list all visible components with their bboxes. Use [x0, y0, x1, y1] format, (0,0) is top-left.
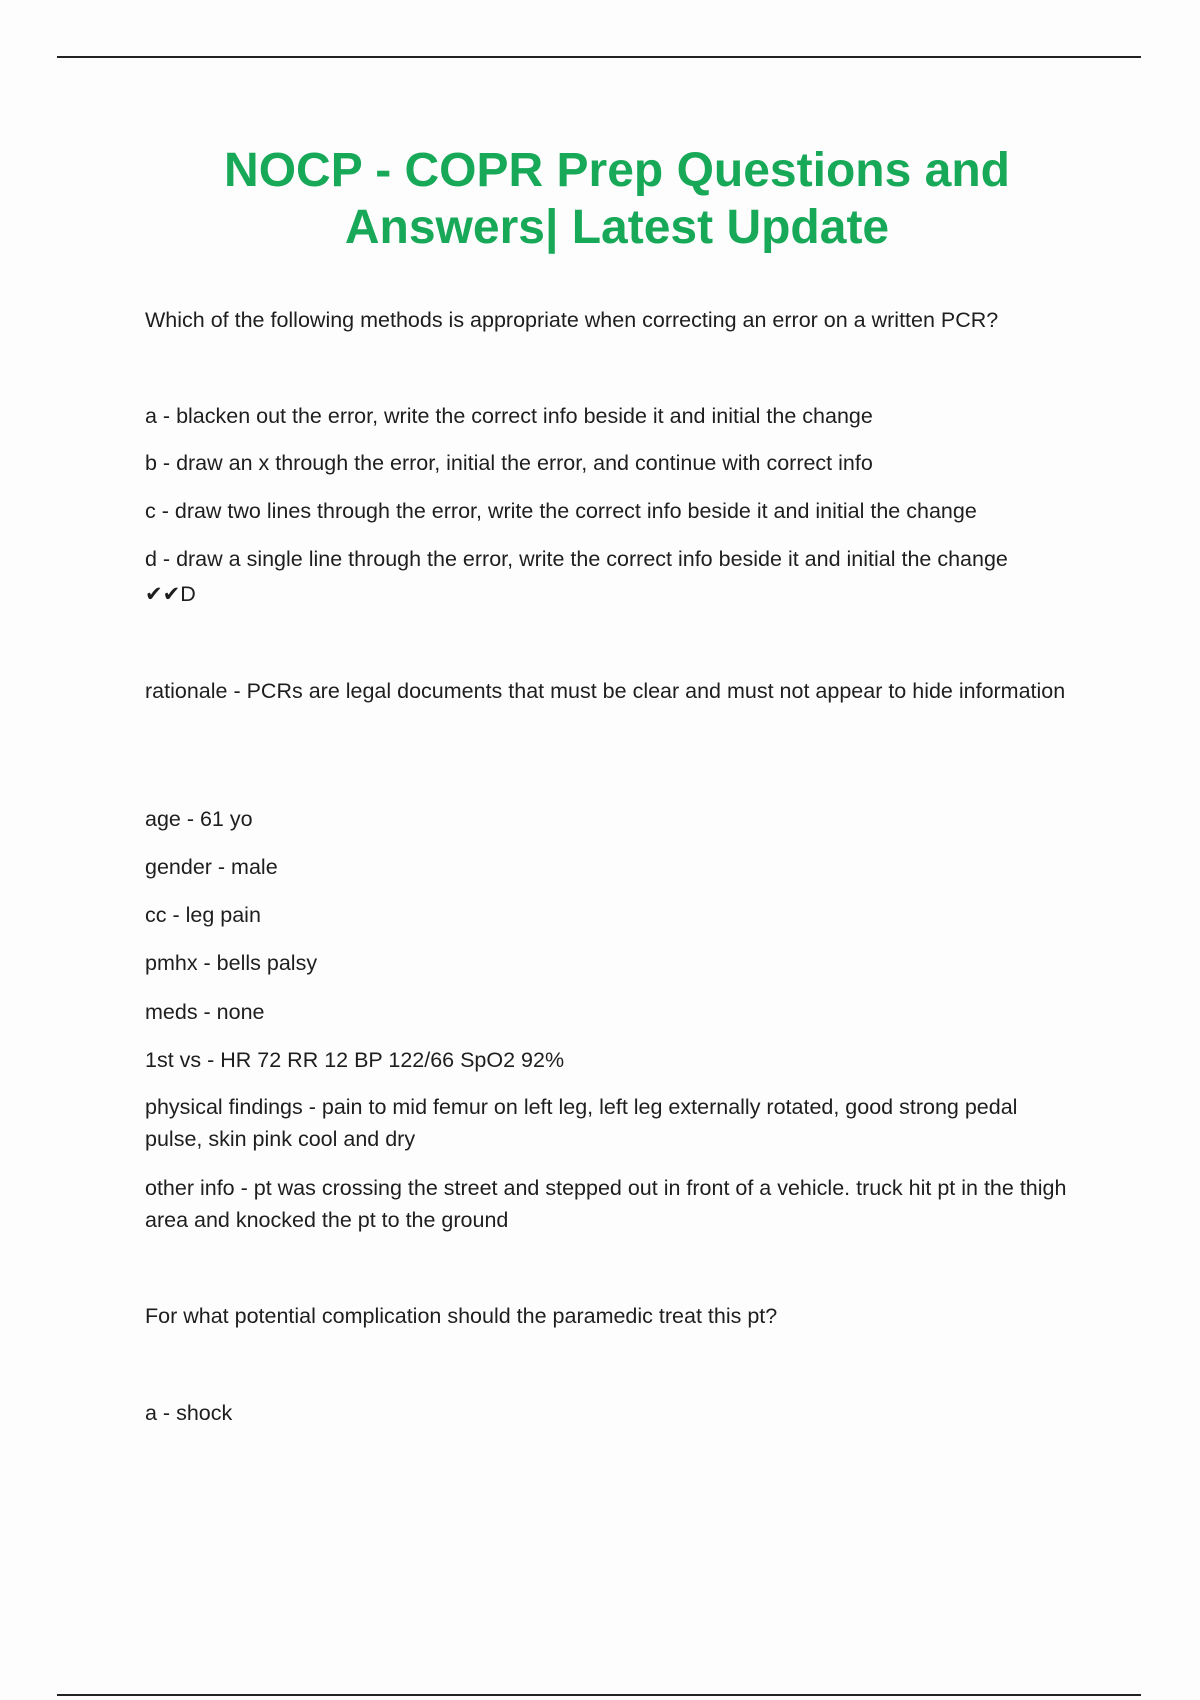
bottom-rule: [57, 1694, 1141, 1696]
case-vitals: 1st vs - HR 72 RR 12 BP 122/66 SpO2 92%: [145, 1048, 565, 1072]
case-pmhx: pmhx - bells palsy: [145, 951, 318, 975]
question-1-option-a: a - blacken out the error, write the correct info beside it and initial the change: [145, 404, 873, 428]
question-1-option-b: b - draw an x through the error, initial the error, and continue with correct info: [145, 451, 873, 475]
case-age: age - 61 yo: [145, 807, 253, 831]
case-cc: cc - leg pain: [145, 903, 261, 927]
question-2-option-a: a - shock: [145, 1401, 233, 1425]
case-physical-findings: physical findings - pain to mid femur on left leg, left leg externally rotated, good strong pedal pulse, skin pink cool and dry: [145, 1095, 1018, 1151]
case-gender: gender - male: [145, 855, 278, 879]
question-1-prompt: Which of the following methods is appropriate when correcting an error on a written PCR?: [145, 308, 999, 332]
question-1-answer: [145, 578, 1075, 610]
question-1-rationale: rationale - PCRs are legal documents that must be clear and must not appear to hide information: [145, 679, 1066, 703]
answer-check-icon: ✔✔: [145, 582, 181, 606]
case-meds: meds - none: [145, 1000, 265, 1024]
question-1-option-c: c - draw two lines through the error, write the correct info beside it and initial the change: [145, 499, 977, 523]
question-1-option-d: d - draw a single line through the error, write the correct info beside it and initial the change: [145, 547, 1008, 571]
question-2-prompt: For what potential complication should the paramedic treat this pt?: [145, 1304, 778, 1328]
top-rule: [57, 56, 1141, 58]
document-title: NOCP - COPR Prep Questions and Answers| Latest Update: [224, 144, 1010, 254]
case-other-info: other info - pt was crossing the street and stepped out in front of a vehicle. truck hit pt in the thigh area and knocked the pt to the ground: [145, 1176, 1067, 1232]
answer-letter: D: [180, 582, 196, 606]
